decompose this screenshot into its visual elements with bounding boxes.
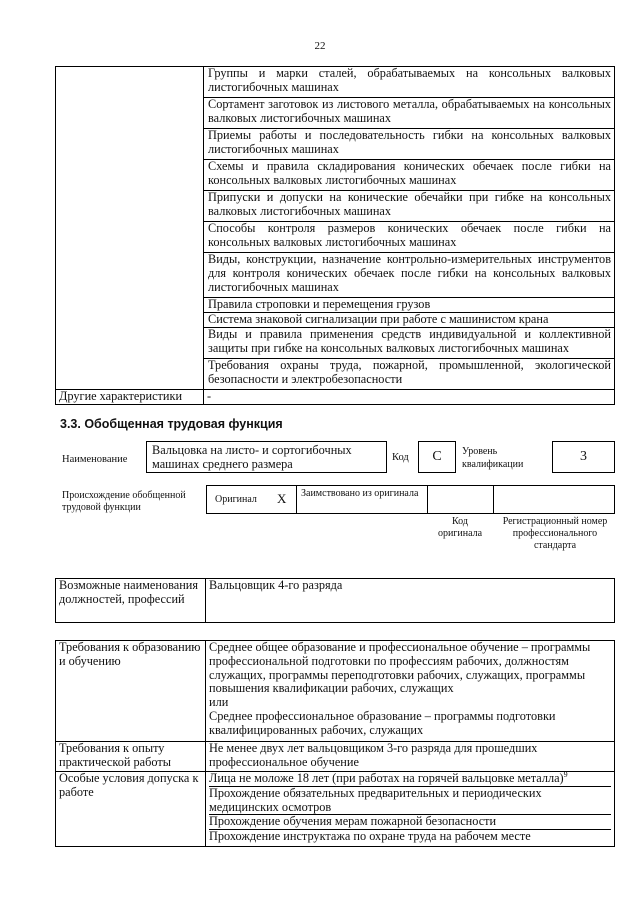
original-label: Оригинал	[215, 494, 257, 505]
special-conditions-cell	[206, 769, 615, 847]
requirements-table	[55, 640, 615, 847]
knowledge-item: Виды, конструкции, назначение контрольно-измерительных инструментов для контроля конических обечаек после гибки на консольных валковых листогибочных машинах	[204, 253, 615, 298]
education-line: Среднее профессиональное образование – программы подготовки квалифицированных рабочих, служащих	[209, 708, 556, 737]
experience-label: Требования к опыту практической работы	[56, 742, 206, 772]
education-label: Требования к образованию и обучению	[56, 641, 206, 742]
original-cell	[206, 485, 297, 514]
knowledge-item: Способы контроля размеров конических обечаек после гибки на консольных валковых листогибочных машинах	[204, 222, 615, 253]
footnote-mark: 9	[563, 769, 568, 779]
origin-label: Происхождение обобщенной трудовой функции	[62, 490, 186, 513]
knowledge-item: Правила строповки и перемещения грузов	[204, 298, 615, 313]
education-cell	[206, 641, 615, 742]
level-label: Уровень квалификации	[462, 446, 524, 470]
knowledge-item: Виды и правила применения средств индивидуальной и коллективной защиты при гибке на консольных валковых листогибочных машинах	[204, 328, 615, 359]
professions-value: Вальцовщик 4-го разряда	[206, 579, 615, 623]
borrowed-label: Заимствовано из оригинала	[301, 488, 419, 499]
other-characteristics-label: Другие характеристики	[56, 390, 204, 405]
code-value: C	[432, 449, 442, 464]
knowledge-item: Приемы работы и последовательность гибки на консольных валковых листогибочных машинах	[204, 129, 615, 160]
knowledge-item: Система знаковой сигнализации при работе с машинистом крана	[204, 313, 615, 328]
knowledge-label-cell	[56, 67, 204, 390]
special-line: Прохождение обучения мерам пожарной безопасности	[209, 814, 611, 829]
function-name-value: Вальцовка на листо- и сортогибочных машинах среднего размера	[152, 443, 352, 471]
education-line: Среднее общее образование и профессиональное обучение – программы профессиональной подготовки по профессиям рабочих, должностям служащих, программы переподготовки рабочих, служащих, программы повышения квалификации рабочих, служащих	[209, 640, 591, 696]
name-label: Наименование	[62, 454, 128, 465]
experience-value: Не менее двух лет вальцовщиком 3-го разряда для прошедших профессиональное обучение	[206, 742, 615, 772]
section-title: 3.3. Обобщенная трудовая функция	[60, 417, 283, 431]
education-line: или	[209, 695, 229, 710]
original-mark: X	[277, 491, 287, 506]
knowledge-item: Сортамент заготовок из листового металла, обрабатываемых на консольных валковых листогибочных машинах	[204, 98, 615, 129]
page-number: 22	[314, 40, 326, 52]
knowledge-item: Требования охраны труда, пожарной, промышленной, экологической безопасности и электробезопасности	[204, 359, 615, 390]
code-original-cell	[427, 485, 494, 514]
knowledge-item: Припуски и допуски на конические обечайки при гибке на консольных валковых листогибочных машинах	[204, 191, 615, 222]
code-box	[418, 441, 456, 473]
knowledge-item: Схемы и правила складирования конических обечаек после гибки на консольных валковых листогибочных машинах	[204, 160, 615, 191]
function-name-box	[146, 441, 387, 473]
borrowed-cell	[296, 485, 428, 514]
knowledge-table	[55, 66, 615, 405]
special-line: Прохождение инструктажа по охране труда на рабочем месте	[209, 829, 611, 844]
level-value: 3	[580, 449, 587, 464]
professions-label: Возможные наименования должностей, профессий	[56, 579, 206, 623]
other-characteristics-value: -	[204, 390, 615, 405]
special-conditions-label: Особые условия допуска к работе	[56, 772, 206, 847]
level-box	[552, 441, 615, 473]
reg-number-caption: Регистрационный номер профессионального стандарта	[502, 516, 608, 551]
professions-table	[55, 578, 615, 623]
code-label: Код	[392, 452, 409, 463]
knowledge-item: Группы и марки сталей, обрабатываемых на консольных валковых листогибочных машинах	[204, 67, 615, 98]
special-line: Прохождение обязательных предварительных и периодических медицинских осмотров	[209, 786, 611, 815]
code-original-caption: Код оригинала	[437, 516, 483, 539]
special-line-text: Лица не моложе 18 лет (при работах на горячей вальцовке металла)	[209, 771, 564, 785]
reg-number-cell	[493, 485, 615, 514]
special-line	[209, 769, 611, 786]
